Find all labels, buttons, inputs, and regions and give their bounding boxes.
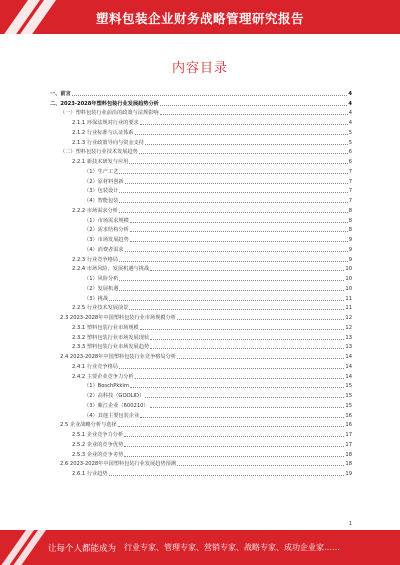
toc-leader-dots: [119, 260, 348, 262]
toc-leader-dots: [160, 104, 348, 106]
page-number: 1: [348, 521, 352, 527]
toc-entry-label: （1）市场需求规模: [84, 217, 129, 224]
toc-entry-label: 2.4.2 主要企业竞争力分析: [72, 373, 134, 380]
toc-entry-label: 2.6.1 行业趋势: [72, 471, 108, 477]
toc-entry[interactable]: [50, 185, 352, 195]
toc-entry-page: 7: [348, 198, 352, 204]
toc-entry-label: （4）其他主要包装企业: [84, 412, 140, 419]
toc-entry[interactable]: [50, 194, 352, 204]
toc-entry-page: 9: [348, 256, 352, 263]
toc-entry-page: 15: [345, 393, 352, 399]
toc-entry-label: （2）发展机遇: [84, 285, 119, 292]
toc-entry-page: 11: [345, 295, 352, 302]
toc-entry-page: 4: [348, 100, 352, 107]
toc-leader-dots: [124, 445, 344, 447]
toc-entry-page: 19: [345, 471, 352, 477]
toc-entry-label: （3）紫江企业（600210）: [84, 402, 149, 409]
toc-entry-page: 4: [348, 110, 352, 117]
toc-leader-dots: [177, 318, 344, 320]
toc-entry-label: 2.2.5 行业技术发展前景: [72, 305, 129, 312]
toc-leader-dots: [177, 464, 344, 466]
toc-entry-page: 10: [345, 266, 352, 273]
toc-leader-dots: [135, 133, 348, 135]
toc-entry-label: 2.1.3 行业政策导向与资金支持: [72, 139, 144, 146]
toc-entry-page: 4: [348, 90, 352, 97]
toc-entry-label: 二、2023-2028年塑料包装行业发展趋势分析: [50, 100, 159, 107]
toc-leader-dots: [140, 328, 345, 330]
toc-heading: 内容目录: [171, 61, 228, 76]
toc-entry[interactable]: [50, 175, 352, 185]
toc-entry-label: （4）智能包装: [84, 198, 119, 204]
toc-entry-label: 2.3 2023-2028年中国塑料包装行业市场规模分析: [60, 315, 176, 321]
toc-leader-dots: [150, 269, 344, 271]
toc-entry[interactable]: [50, 321, 352, 331]
toc-entry[interactable]: [50, 302, 352, 312]
toc-leader-dots: [119, 289, 344, 291]
toc-leader-dots: [129, 308, 344, 310]
toc-entry[interactable]: [50, 263, 352, 273]
toc-entry-page: 7: [348, 188, 352, 195]
toc-entry-page: 16: [345, 422, 352, 429]
toc-entry[interactable]: [50, 458, 352, 468]
toc-entry-page: 13: [345, 344, 352, 351]
toc-entry[interactable]: [50, 282, 352, 292]
toc-entry-label: 2.3.2 塑料包装行业市场发展现状: [72, 334, 150, 341]
toc-leader-dots: [140, 123, 348, 125]
toc-leader-dots: [130, 221, 348, 223]
toc-entry-label: （1）BoschPkklm: [84, 383, 129, 390]
toc-leader-dots: [150, 347, 344, 349]
toc-entry[interactable]: [50, 350, 352, 360]
toc-entry[interactable]: [50, 419, 352, 429]
toc-entry-page: 16: [345, 412, 352, 419]
toc-entry-label: （3）挑战: [84, 295, 109, 302]
toc-entry-page: 5: [348, 129, 352, 136]
toc-entry[interactable]: [50, 116, 352, 126]
toc-leader-dots: [150, 338, 344, 340]
footer-banner: [0, 530, 400, 565]
toc-entry-page: 7: [348, 168, 352, 175]
toc-entry-page: 9: [348, 246, 352, 253]
toc-entry[interactable]: [50, 428, 352, 438]
toc-entry-page: 12: [345, 324, 352, 331]
toc-entry-label: 2.5.1 企业竞争力分析: [72, 432, 124, 438]
toc-leader-dots: [119, 172, 347, 174]
toc-leader-dots: [119, 367, 344, 369]
toc-entry-page: 8: [348, 207, 352, 214]
toc-leader-dots: [145, 396, 344, 398]
toc-leader-dots: [130, 386, 345, 388]
toc-entry-page: 18: [345, 451, 352, 458]
toc-entry[interactable]: [50, 438, 352, 448]
toc-leader-dots: [130, 240, 348, 242]
toc-entry[interactable]: [50, 97, 352, 107]
toc-leader-dots: [129, 162, 347, 164]
toc-entry[interactable]: [50, 341, 352, 351]
toc-entry-label: （2）高科技（GOOLID）: [84, 393, 145, 399]
toc-entry-label: 2.4.1 行业竞争格局: [72, 363, 118, 370]
toc-leader-dots: [160, 113, 348, 115]
toc-entry-label: （4）消费者需求: [84, 246, 124, 253]
toc-entry-page: 8: [348, 227, 352, 234]
toc-entry-label: 2.2.2 市场需求分析: [72, 207, 118, 214]
toc-entry-label: （3）包装设计: [84, 188, 119, 195]
toc-entry-label: 2.2.1 新技术研发与应用: [72, 159, 129, 165]
toc-leader-dots: [119, 279, 344, 281]
toc-entry[interactable]: [50, 146, 352, 156]
toc-entry-page: 9: [348, 237, 352, 243]
header-banner: [0, 0, 400, 34]
toc-leader-dots: [135, 377, 345, 379]
toc-entry-label: （1）生产工艺: [84, 168, 119, 175]
toc-entry[interactable]: [50, 126, 352, 136]
toc-leader-dots: [109, 299, 344, 301]
toc-entry[interactable]: [50, 292, 352, 302]
toc-entry-page: 8: [348, 217, 352, 224]
toc-entry[interactable]: [50, 399, 352, 409]
toc-entry-label: 2.5.3 企业的竞争劣势: [72, 451, 124, 458]
footer-roles: 行业专家、管理专家、营销专家、战略专家、成功企业家……: [124, 543, 340, 552]
toc-entry-page: 4: [348, 120, 352, 126]
toc-leader-dots: [124, 435, 344, 437]
toc-entry-page: 14: [345, 373, 352, 380]
toc-entry-page: 12: [345, 315, 352, 321]
report-title: 塑料包装企业财务战略管理研究报告: [95, 11, 304, 26]
toc-entry-label: 2.2.3 行业竞争格局: [72, 256, 118, 263]
toc-entry-page: 15: [345, 383, 352, 390]
table-of-contents: [50, 87, 352, 477]
toc-entry-page: 15: [345, 402, 352, 409]
toc-entry[interactable]: [50, 214, 352, 224]
toc-entry-label: （2）原材料创新: [84, 178, 124, 185]
toc-leader-dots: [130, 230, 348, 232]
toc-entry-page: 14: [345, 354, 352, 360]
footer-slogan: 让每个人都能成为: [48, 544, 117, 554]
toc-leader-dots: [119, 191, 347, 193]
toc-entry-page: 17: [345, 441, 352, 448]
toc-entry-page: 5: [348, 139, 352, 146]
toc-entry-label: 2.6 2023-2028年中国塑料包装行业发展趋势预测: [60, 461, 176, 468]
toc-entry-label: 2.4 2023-2028年中国塑料包装行业竞争格局分析: [60, 354, 176, 360]
toc-entry-page: 7: [348, 178, 352, 185]
toc-entry[interactable]: [50, 224, 352, 234]
toc-entry[interactable]: [50, 233, 352, 243]
toc-entry[interactable]: [50, 409, 352, 419]
toc-entry-label: 2.1.2 行业标准与认证体系: [72, 129, 134, 136]
toc-entry[interactable]: [50, 204, 352, 214]
toc-entry-page: 6: [348, 159, 352, 165]
toc-entry-page: 10: [345, 276, 352, 282]
toc-entry-page: 10: [345, 285, 352, 292]
toc-entry[interactable]: [50, 389, 352, 399]
toc-entry-label: （二）塑料包装行业技术发展趋势: [60, 149, 138, 156]
toc-entry[interactable]: [50, 380, 352, 390]
toc-entry-label: 2.5 企业战略分析与选择: [60, 422, 117, 429]
toc-entry[interactable]: [50, 165, 352, 175]
toc-leader-dots: [119, 211, 348, 213]
toc-entry-page: 11: [345, 305, 352, 312]
toc-entry[interactable]: [50, 370, 352, 380]
toc-entry[interactable]: [50, 448, 352, 458]
toc-entry-page: 14: [345, 363, 352, 370]
toc-entry[interactable]: [50, 107, 352, 117]
toc-entry-label: 2.3.1 塑料包装行业市场规模: [72, 324, 139, 331]
toc-entry-label: 2.1.1 环保法规对行业的要求: [72, 120, 139, 126]
toc-leader-dots: [140, 416, 344, 418]
toc-leader-dots: [139, 152, 348, 154]
toc-entry[interactable]: [50, 243, 352, 253]
toc-entry-label: （1）风险分析: [84, 276, 119, 282]
toc-leader-dots: [72, 94, 348, 96]
toc-leader-dots: [150, 406, 345, 408]
toc-entry-page: 17: [345, 432, 352, 438]
toc-leader-dots: [125, 182, 348, 184]
toc-leader-dots: [124, 455, 344, 457]
toc-entry[interactable]: [50, 360, 352, 370]
toc-leader-dots: [118, 425, 345, 427]
toc-entry-label: 2.5.2 企业的竞争优势: [72, 441, 124, 448]
toc-entry[interactable]: [50, 467, 352, 477]
toc-entry-label: （2）需求结构分析: [84, 227, 129, 234]
toc-entry[interactable]: [50, 331, 352, 341]
toc-entry[interactable]: [50, 253, 352, 263]
toc-leader-dots: [119, 201, 347, 203]
toc-entry-page: 18: [345, 461, 352, 468]
toc-entry-label: 一、前言: [50, 90, 71, 97]
toc-entry[interactable]: [50, 311, 352, 321]
toc-entry-label: 2.3.3 塑料包装行业市场发展趋势: [72, 344, 150, 351]
toc-leader-dots: [145, 143, 348, 145]
toc-entry-page: 6: [348, 149, 352, 156]
toc-leader-dots: [109, 474, 345, 476]
toc-leader-dots: [177, 357, 344, 359]
toc-entry-label: 2.2.4 市场风险、发展机遇与挑战: [72, 266, 150, 273]
toc-leader-dots: [125, 250, 348, 252]
toc-entry-page: 13: [345, 334, 352, 341]
toc-entry-label: （3）市场发展趋势: [84, 237, 129, 243]
toc-entry[interactable]: [50, 136, 352, 146]
toc-entry-label: （一）塑料包装行业前沿的政策与法规影响: [60, 110, 159, 117]
toc-entry[interactable]: [50, 272, 352, 282]
toc-entry[interactable]: [50, 155, 352, 165]
toc-entry[interactable]: [50, 87, 352, 97]
